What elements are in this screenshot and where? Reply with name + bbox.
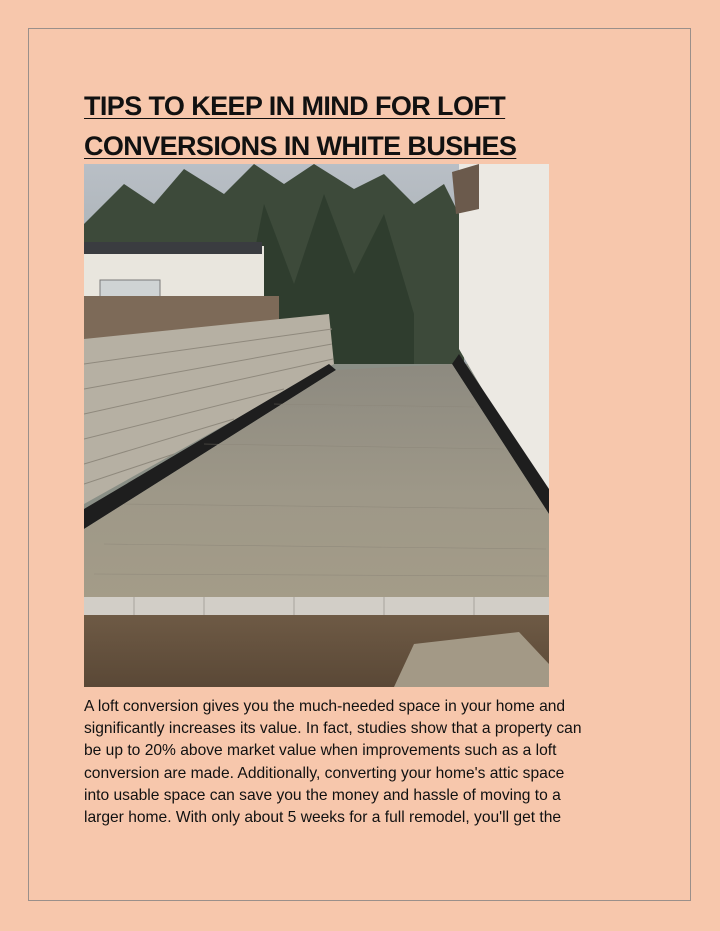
title-line-1: TIPS TO KEEP IN MIND FOR LOFT <box>84 91 506 121</box>
page-title <box>84 86 644 166</box>
body-line-5: into usable space can save you the money and hassle of moving to a <box>84 786 561 804</box>
body-line-6: larger home. With only about 5 weeks for a full remodel, you'll get the <box>84 809 562 827</box>
body-line-1: A loft conversion gives you the much-needed space in your home and <box>84 698 566 715</box>
body-line-2: significantly increases its value. In fact, studies show that a property can <box>84 720 582 738</box>
photo-illustration <box>84 164 549 687</box>
title-line-2: CONVERSIONS IN WHITE BUSHES <box>84 131 517 161</box>
concrete-slab-photo <box>84 164 549 687</box>
body-line-3: be up to 20% above market value when improvements such as a loft <box>84 742 557 760</box>
body-paragraph <box>84 696 664 829</box>
body-line-4: conversion are made. Additionally, converting your home's attic space <box>84 764 565 782</box>
